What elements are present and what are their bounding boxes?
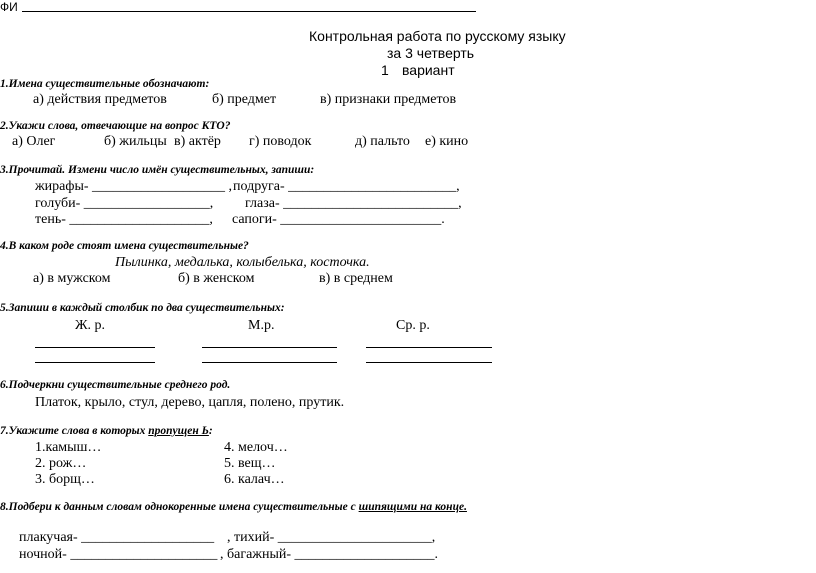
q5-line — [366, 362, 492, 363]
q5-line — [202, 362, 337, 363]
q5-line — [202, 347, 337, 348]
fio-label: ФИ — [0, 0, 18, 14]
q3-prompt: 3.Прочитай. Измени число имён существительных, запиши: — [0, 164, 315, 176]
q7-item-3: 3. борщ… — [35, 472, 95, 487]
q7-prompt — [0, 425, 213, 437]
q1-option-c: в) признаки предметов — [320, 92, 457, 107]
q1-option-a: а) действия предметов — [33, 92, 167, 107]
variant-number: 1 — [381, 62, 389, 78]
q7-item-4: 4. мелоч… — [224, 440, 288, 455]
q4-prompt: 4.В каком роде стоят имена существительные? — [0, 240, 249, 252]
q8-row1-right: , тихий- ______________________, — [227, 530, 436, 545]
page-title: Контрольная работа по русскому языку — [309, 28, 566, 44]
q3-row3-left: тень- ____________________, — [35, 212, 213, 227]
q5-prompt: 5.Запиши в каждый столбик по два существительных: — [0, 302, 285, 314]
q7-item-6: 6. калач… — [224, 472, 285, 487]
q8-row2-left: ночной- _____________________ — [19, 547, 218, 562]
q7-item-2: 2. рож… — [35, 456, 87, 471]
q2-option-d: г) поводок — [249, 134, 312, 149]
fio-line — [22, 11, 476, 12]
q1-prompt: 1.Имена существительные обозначают: — [0, 78, 210, 90]
q2-option-c: в) актёр — [174, 134, 221, 149]
q8-row1-left: плакучая- ___________________ — [19, 530, 215, 545]
q1-option-b: б) предмет — [212, 92, 277, 107]
q7-item-1: 1.камыш… — [35, 440, 102, 455]
variant-label: вариант — [402, 62, 455, 78]
q5-line — [35, 347, 155, 348]
q8-row2-right: , багажный- ____________________. — [220, 547, 439, 562]
q7-item-5: 5. вещ… — [224, 456, 276, 471]
q2-option-a: а) Олег — [12, 134, 56, 149]
q5-column-neut: Ср. р. — [396, 318, 430, 333]
q7-prompt-end: : — [208, 425, 213, 437]
q8-prompt-text: 8.Подбери к данным словам однокоренные имена существительные с — [0, 501, 359, 513]
q3-row2-right: глаза- _________________________, — [245, 196, 462, 211]
q5-line — [366, 347, 492, 348]
q4-option-b: б) в женском — [178, 271, 255, 286]
q7-prompt-underlined: пропущен Ь — [148, 425, 209, 437]
q3-row1-left: жирафы- ___________________ , — [35, 179, 233, 194]
q6-words: Платок, крыло, стул, дерево, цапля, полено, прутик. — [35, 395, 345, 410]
q6-prompt: 6.Подчеркни существительные среднего род. — [0, 379, 231, 391]
q4-option-c: в) в среднем — [319, 271, 393, 286]
q5-line — [35, 362, 155, 363]
quarter-subtitle: за 3 четверть — [387, 45, 475, 61]
q8-prompt-underlined: шипящими на конце. — [358, 501, 467, 513]
q3-row3-right: сапоги- _______________________. — [232, 212, 445, 227]
q5-column-fem: Ж. р. — [75, 318, 106, 333]
q4-option-a: а) в мужском — [33, 271, 111, 286]
q2-option-f: е) кино — [425, 134, 469, 149]
q8-prompt — [0, 501, 467, 513]
q4-words: Пылинка, медалька, колыбелька, косточка. — [115, 255, 370, 270]
q7-prompt-text: 7.Укажите слова в которых — [0, 425, 149, 437]
q2-prompt: 2.Укажи слова, отвечающие на вопрос КТО? — [0, 120, 231, 132]
q3-row1-right: подруга- ________________________, — [233, 179, 460, 194]
q5-column-masc: М.р. — [248, 318, 275, 333]
q2-option-e: д) пальто — [355, 134, 410, 149]
q2-option-b: б) жильцы — [104, 134, 167, 149]
q3-row2-left: голуби- __________________, — [35, 196, 214, 211]
